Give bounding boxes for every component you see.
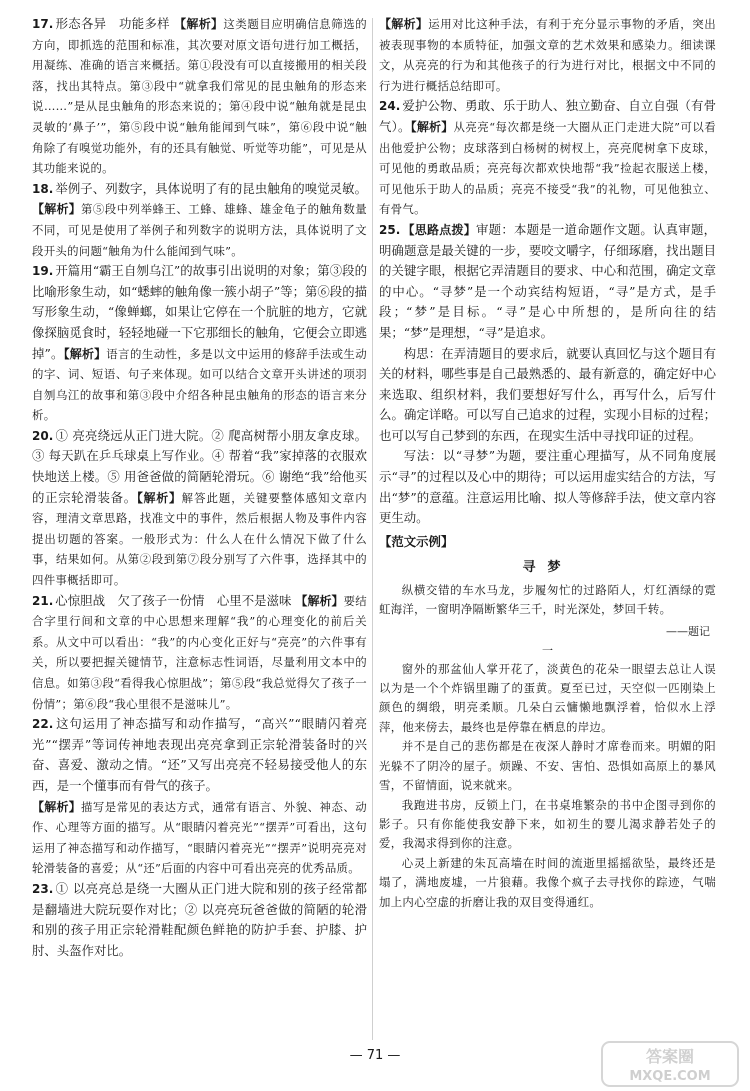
item-number: 18.: [32, 181, 54, 196]
essay-paragraph: 窗外的那盆仙人掌开花了，淡黄色的花朵一眼望去总让人误以为是一个个炸锅里蹦了的蛋黄。夏至已过，天空似一匹刚染上颜色的绸缎，明亮柔顺。几朵白云慵懒地飘浮着，恰似水上浮萍，他来傍去，最终也是停靠在栖息的岸边。: [379, 661, 716, 734]
item-number: 19.: [32, 264, 54, 279]
epigraph-label: ——题记: [666, 624, 710, 638]
analysis-text: 解答此题，关键要整体感知文章内容，理清文章思路，找准文中的事件，然后根据人物及事件内容提出切题的答案。一般形式为：什么人在什么情况下做了什么事，结果如何。从第②段到第⑦段分别写了六件事，选择其中的四件事概括即可。: [32, 490, 367, 588]
analysis-text: 运用对比这种手法，有利于充分显示事物的矛盾，突出被表现事物的本质特征，加强文章的艺术效果和感染力。细读课文，从亮亮的行为和其他孩子的行为进行对比，根据文中不同的行为进行概括总结即可。: [379, 17, 716, 93]
essay-part-number: 一: [542, 643, 553, 657]
item-number: 22.: [32, 717, 54, 732]
item-number: 23.: [32, 881, 54, 896]
analysis-text: 要结合字里行间和文章的中心思想来理解“我”的心理变化的前后关系。从文中可以看出：“我”的内心变化正好与“亮亮”的六件事有关，所以要把握关键情节，注意标志性词语，尽量利用文本中的信息。如第③段“看得我心惊胆战”；第⑤段“我总觉得欠了孩子一份情”；第⑥段“我心里很不是滋味儿”。: [32, 593, 367, 711]
analysis-label: 【解析】: [136, 490, 182, 505]
answer-23: [32, 879, 367, 961]
analysis-label: 【解析】: [32, 202, 81, 217]
essay-paragraph: 我跑进书房，反锁上门，在书桌堆繁杂的书中企图寻到你的影子。只有你能使我安静下来，如初生的婴儿渴求静若处子的爱，我渴求得到你的注意。: [379, 797, 716, 851]
answer-25: [379, 220, 716, 344]
right-column: [379, 14, 716, 912]
analysis-text: 语言的生动性，多是以文中运用的修辞手法或生动的字、词、短语、句子来体现。如可以结合文章开头讲述的项羽自刎乌江的故事和第③段中介绍各种昆虫触角的形态的语言来分析。: [32, 346, 367, 423]
answer-text: ① 亮亮绕远从正门进大院。② 爬高树帮小朋友拿皮球。③ 每天趴在乒乓球桌上写作业。④ 帮着“我”家掉落的衣服欢快地送上楼。⑤ 用爸爸做的简陋轮滑玩。⑥ 谢绝“我”给他买的正宗轮滑装备。: [32, 427, 367, 505]
svg-text:答案圈: 答案圈: [645, 1047, 695, 1066]
essay-paragraph: 并不是自己的悲伤都是在夜深人静时才席卷而来。明媚的阳光躲不了阴冷的屋子。烦躁、不安、害怕、恐惧如高原上的暴风雪，不留情面，说来就来。: [379, 739, 716, 793]
hint-text: 审题：本题是一道命题作文题。认真审题，明确题意是最关键的一步，要咬文嚼字，仔细琢磨，找出题目的关键字眼，根据它弄清题目的要求、中心和范围，确定文章的中心。“寻梦”是一个动宾结构短语，“寻”是方式，是手段；“梦”是目标。“寻”是心中所想的，是所向往的结果；“梦”是理想，“寻”是追求。: [379, 221, 716, 340]
hint-label: 【思路点拨】: [402, 222, 477, 237]
essay-title: 寻梦: [522, 559, 573, 575]
answer-23-continued: [379, 14, 716, 96]
answer-text: 形态各异 功能多样: [55, 16, 170, 31]
analysis-label: 【解析】: [174, 17, 224, 31]
watermark-logo: [600, 1040, 740, 1088]
answer-18: [32, 179, 367, 261]
answer-text: 开篇用“霸王自刎乌江”的故事引出说明的对象；第③段的比喻形象生动，如“蟋蟀的触角像一簇小胡子”等；第⑥段的描写形象生动，“像蝉螂，如果让它停在一个肮脏的地方，它就像探脑觅食时，轻轻地碰一下它那细长的触角，它便会立即逃掉”。: [32, 263, 367, 361]
left-column: [32, 14, 367, 961]
item-number: 25.: [379, 222, 401, 237]
answer-text: 这句运用了神态描写和动作描写，“高兴”“眼睛闪着亮光”“摆弄”等词传神地表现出亮亮拿到正宗轮滑装备时的兴奋、喜爱、激动之情。“还”又写出亮亮不轻易接受他人的东西，是一个懂事而有骨气的孩子。: [32, 716, 367, 793]
analysis-text: 第⑤段中列举蜂王、工蜂、雄蜂、雄金龟子的触角数量不同，可见是使用了举例子和列数字的说明方法，具体说明了文段开头的问题“触角为什么能闻到气味”。: [32, 202, 367, 258]
answer-text: 爱护公物、勇敢、乐于助人、独立勤奋、自立自强（有骨气）。: [379, 98, 716, 134]
analysis-label: 【解析】: [410, 119, 454, 134]
answer-20: [32, 426, 367, 591]
analysis-text: 描写是常见的表达方式，通常有语言、外貌、神态、动作、心理等方面的描写。从“眼睛闪着亮光”“摆弄”可看出，这句运用了神态描写和动作描写，“眼睛闪着亮光”“摆弄”说明亮亮对轮滑装备的喜爱；从“还”后面的内容中可看出亮亮的优秀品质。: [32, 799, 367, 876]
analysis-label: 【解析】: [379, 17, 429, 31]
answer-21: [32, 591, 367, 715]
answer-text: 心惊胆战 欠了孩子一份情 心里不是滋味: [55, 592, 292, 608]
essay-paragraph: 心灵上新建的朱瓦高墙在时间的流逝里摇摇欲坠，最终还是塌了，满地废墟，一片狼藉。我像个疯子去寻找你的踪迹，气喘加上内心空虚的折磨让我的双目变得通红。: [379, 855, 716, 909]
answer-19: [32, 261, 367, 426]
writing-method-paragraph: 写法：以“寻梦”为题，要注重心理描写，从不同角度展示“寻”的过程以及心中的期待；可以运用虚实结合的方法，写出“梦”的意蕴。注意运用比喻、拟人等修辞手法，使文章内容更生动。: [379, 448, 716, 526]
answer-text: ① 以亮亮总是绕一大圈从正门进大院和别的孩子经常都是翻墙进大院玩耍作对比；② 以亮亮玩爸爸做的简陋的轮滑和别的孩子用正宗轮滑鞋配颜色鲜艳的防护手套、护膝、护肘、头盔作对比。: [32, 880, 367, 958]
analysis-label: 【解析】: [63, 346, 107, 361]
analysis-label: 【解析】: [295, 593, 344, 608]
item-number: 21.: [32, 593, 54, 608]
svg-text:MXQE.COM: MXQE.COM: [629, 1069, 711, 1084]
item-number: 17.: [32, 17, 54, 31]
analysis-text: 这类题目应明确信息筛选的方向，即抓选的范围和标准，其次要对原文语句进行加工概括，用凝练、准确的语言来概括。第①段没有可以直接搬用的相关段落，找出其特点。第③段中“就拿我们常见的昆虫触角的形态来说……”是从昆虫触角的形态来说的；第④段中说“触角就是昆虫灵敏的‘鼻子’”，第⑤段中说“触角能闻到气味”，第⑥段中说“触角除了有嗅觉功能外，有的还具有触觉、听觉等功能”，可见是从其功能来说的。: [32, 17, 367, 176]
page-number: — 71 —: [349, 1048, 401, 1063]
column-divider: [372, 18, 373, 1040]
item-number: 20.: [32, 428, 54, 443]
answer-text: 举例子、列数字，具体说明了有的昆虫触角的嗅觉灵敏。: [55, 180, 367, 196]
sample-essay-label: 【范文示例】: [379, 533, 454, 549]
conception-paragraph: 构思：在弄清题目的要求后，就要认真回忆与这个题目有关的材料，哪些事是自己最熟悉的、最有新意的，确定好中心来选取、组织材料，我们要想好写什么，再写什么，后写什么。确定详略。可以写自己追求的过程，实现小目标的过程；也可以写自己梦到的东西，在现实生活中寻找印证的过程。: [379, 345, 716, 443]
answer-17: [32, 14, 367, 179]
item-number: 24.: [379, 99, 401, 114]
answer-22: [32, 714, 367, 879]
essay-intro: 纵横交错的车水马龙，步履匆忙的过路陌人，灯红酒绿的霓虹海洋，一窗明净隔断繁华三千，时光深处，梦回千转。: [379, 582, 716, 617]
analysis-label: 【解析】: [32, 799, 81, 814]
analysis-text: 从亮亮“每次都是绕一大圈从正门走进大院”可以看出他爱护公物；皮球落到白杨树的树杈上，亮亮爬树拿下皮球，可见他的勇敢品质；亮亮每次都欢快地帮“我”捡起衣服送上楼，可见他乐于助人的品质；亮亮不接受“我”的礼物，可见他独立、有骨气。: [379, 119, 716, 217]
answer-24: [379, 96, 716, 220]
